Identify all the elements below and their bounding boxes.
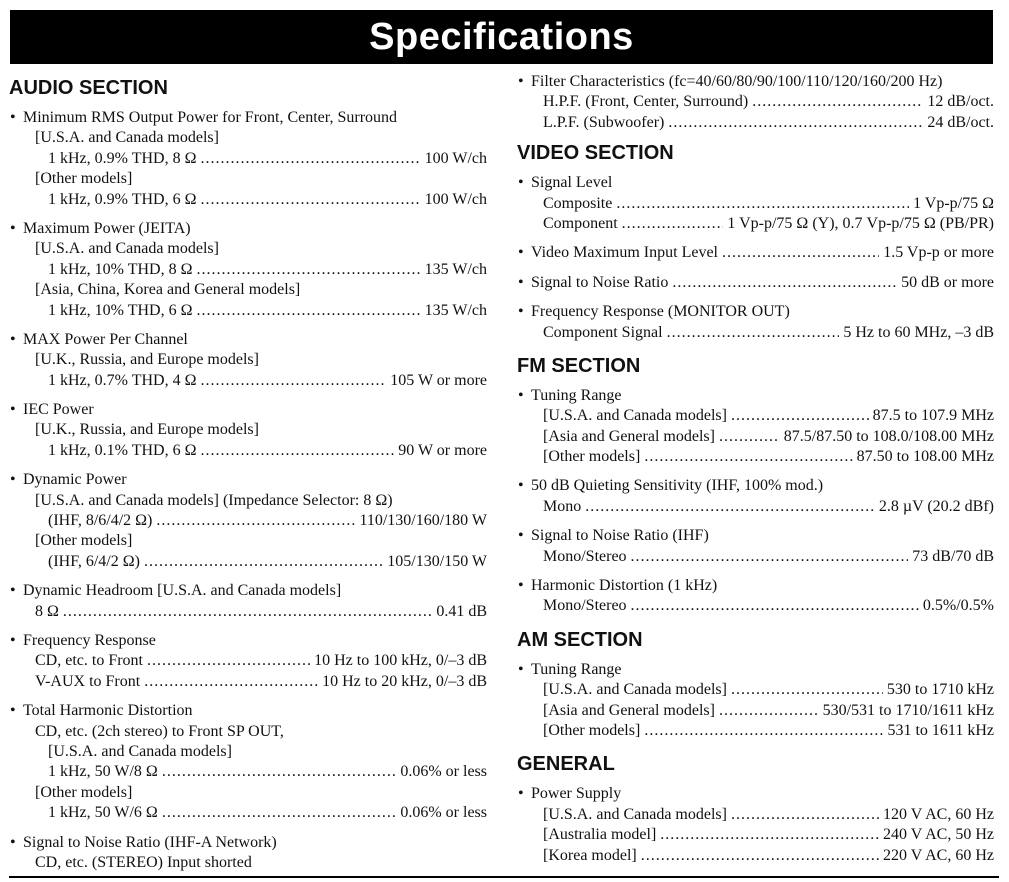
- spec-line: [9, 762, 487, 782]
- spec-value: 530/531 to 1710/1611 kHz: [822, 701, 994, 719]
- spec-value: 1 Vp-p/75 Ω (Y), 0.7 Vp-p/75 Ω (PB/PR): [727, 214, 994, 232]
- spec-label: V-AUX to Front: [35, 672, 141, 690]
- spec-line: [9, 441, 487, 461]
- dot-leader: [731, 680, 883, 700]
- spec-label: • Video Maximum Input Level: [531, 244, 718, 262]
- dot-leader: [616, 194, 909, 214]
- spec-title: [9, 581, 487, 601]
- section-heading-am-section: AM SECTION: [517, 628, 643, 651]
- dot-leader: [162, 803, 397, 823]
- spec-line: [517, 406, 994, 426]
- dot-leader: [196, 301, 420, 321]
- spec-line: [9, 149, 487, 169]
- section-heading-audio-section: AUDIO SECTION: [9, 77, 168, 99]
- spec-line: [9, 260, 487, 280]
- spec-item: [517, 302, 994, 343]
- spec-label: Mono/Stereo: [543, 597, 627, 615]
- spec-label: • Signal to Noise Ratio: [531, 273, 669, 291]
- spec-value: 5 Hz to 60 MHz, –3 dB: [843, 323, 994, 341]
- spec-line: [517, 846, 994, 866]
- spec-line: [517, 825, 994, 845]
- spec-label: [Asia and General models]: [543, 701, 715, 719]
- spec-label: Frequency Response: [23, 631, 156, 649]
- spec-value: 0.06% or less: [400, 763, 487, 781]
- spec-line: [9, 672, 487, 692]
- spec-label: MAX Power Per Channel: [23, 330, 188, 348]
- spec-label: [U.S.A. and Canada models] (Impedance Selector: 8 Ω): [35, 491, 393, 509]
- dot-leader: [144, 552, 383, 572]
- spec-title: [517, 72, 994, 92]
- spec-label: 1 kHz, 0.9% THD, 8 Ω: [48, 149, 197, 167]
- spec-title: [517, 173, 994, 193]
- spec-label: Maximum Power (JEITA): [23, 219, 191, 237]
- spec-label: [Asia, China, Korea and General models]: [35, 281, 301, 299]
- dot-leader: [722, 243, 879, 263]
- spec-value: 100 W/ch: [424, 190, 487, 208]
- spec-label: [Australia model]: [543, 826, 657, 844]
- spec-title: [517, 273, 994, 293]
- spec-label: 1 kHz, 50 W/6 Ω: [48, 804, 158, 822]
- spec-value: 110/130/160/180 W: [359, 512, 487, 530]
- spec-label: [Other models]: [35, 783, 133, 801]
- spec-label: [U.S.A. and Canada models]: [35, 129, 219, 147]
- spec-label: Tuning Range: [531, 660, 622, 678]
- spec-label: [Korea model]: [543, 846, 637, 864]
- spec-label: Filter Characteristics (fc=40/60/80/90/100/110/120/160/200 Hz): [531, 73, 943, 90]
- spec-label: [U.S.A. and Canada models]: [543, 681, 727, 699]
- spec-label: 1 kHz, 50 W/8 Ω: [48, 763, 158, 781]
- spec-label: Signal to Noise Ratio (IHF-A Network): [23, 833, 277, 851]
- spec-line: [9, 853, 487, 873]
- spec-line: [517, 596, 994, 616]
- dot-leader: [200, 190, 420, 210]
- spec-label: CD, etc. to Front: [35, 652, 143, 670]
- spec-line: [517, 680, 994, 700]
- spec-label: [Asia and General models]: [543, 427, 715, 445]
- spec-label: Harmonic Distortion (1 kHz): [531, 577, 718, 595]
- dot-leader: [731, 406, 869, 426]
- spec-item: [517, 386, 994, 468]
- spec-title: [517, 302, 994, 322]
- spec-label: Minimum RMS Output Power for Front, Center, Surround: [23, 109, 398, 126]
- spec-line: [9, 531, 487, 551]
- dot-leader: [719, 701, 819, 721]
- spec-title: [9, 470, 487, 490]
- spec-title: [9, 400, 487, 420]
- dot-leader: [200, 149, 420, 169]
- spec-item: [9, 108, 487, 210]
- spec-value: 105/130/150 W: [387, 552, 487, 570]
- spec-item: [517, 526, 994, 567]
- spec-title: [9, 701, 487, 721]
- spec-line: [517, 805, 994, 825]
- spec-item: [517, 476, 994, 517]
- spec-value: 10 Hz to 100 kHz, 0/–3 dB: [314, 652, 487, 670]
- dot-leader: [641, 846, 879, 866]
- spec-item: [517, 273, 994, 293]
- spec-line: [9, 803, 487, 823]
- spec-label: [Other models]: [35, 532, 133, 550]
- spec-title: [517, 660, 994, 680]
- dot-leader: [200, 441, 394, 461]
- spec-value: 100 W/ch: [424, 149, 487, 167]
- spec-line: [9, 239, 487, 259]
- spec-label: 50 dB Quieting Sensitivity (IHF, 100% mod.): [531, 477, 824, 495]
- section-heading-video-section: VIDEO SECTION: [517, 142, 674, 165]
- spec-title: [517, 526, 994, 546]
- spec-value: 10 Hz to 20 kHz, 0/–3 dB: [322, 672, 487, 690]
- dot-leader: [660, 825, 879, 845]
- spec-line: [517, 447, 994, 467]
- spec-value: 50 dB or more: [901, 273, 994, 291]
- spec-value: 240 V AC, 50 Hz: [883, 826, 994, 844]
- spec-item: [517, 72, 994, 133]
- dot-leader: [147, 651, 310, 671]
- spec-value: 87.50 to 108.00 MHz: [856, 448, 994, 466]
- spec-line: [517, 113, 994, 133]
- dot-leader: [585, 497, 875, 517]
- spec-item: [517, 576, 994, 617]
- spec-item: [9, 219, 487, 321]
- dot-leader: [156, 511, 355, 531]
- spec-line: [9, 783, 487, 803]
- spec-label: 1 kHz, 10% THD, 6 Ω: [48, 301, 193, 319]
- spec-value: 0.5%/0.5%: [922, 597, 994, 615]
- spec-label: Component Signal: [543, 323, 663, 341]
- spec-item: [517, 173, 994, 234]
- spec-item: [9, 400, 487, 461]
- spec-value: 73 dB/70 dB: [912, 547, 994, 565]
- spec-line: [9, 371, 487, 391]
- spec-value: 120 V AC, 60 Hz: [883, 805, 994, 823]
- dot-leader: [631, 596, 919, 616]
- spec-label: 8 Ω: [35, 602, 59, 620]
- dot-leader: [668, 113, 923, 133]
- dot-leader: [631, 547, 909, 567]
- spec-item: [517, 243, 994, 263]
- spec-line: [9, 491, 487, 511]
- spec-value: 1 Vp-p/75 Ω: [913, 194, 994, 212]
- dot-leader: [719, 427, 780, 447]
- spec-title: [517, 476, 994, 496]
- spec-item: [9, 470, 487, 572]
- spec-label: [Other models]: [543, 448, 641, 466]
- left-column: [9, 72, 487, 882]
- spec-label: Signal to Noise Ratio (IHF): [531, 527, 709, 545]
- dot-leader: [196, 260, 420, 280]
- spec-line: [517, 323, 994, 343]
- spec-label: Dynamic Headroom [U.S.A. and Canada models]: [23, 582, 342, 600]
- section-heading-general: GENERAL: [517, 753, 615, 776]
- spec-line: [9, 350, 487, 370]
- spec-label: 1 kHz, 0.7% THD, 4 Ω: [48, 371, 197, 389]
- spec-value: 87.5 to 107.9 MHz: [872, 407, 994, 425]
- spec-value: 135 W/ch: [424, 260, 487, 278]
- spec-line: [517, 194, 994, 214]
- spec-value: 0.41 dB: [436, 602, 487, 620]
- dot-leader: [144, 672, 318, 692]
- spec-label: Signal Level: [531, 174, 613, 192]
- spec-label: Power Supply: [531, 785, 622, 803]
- spec-label: (IHF, 8/6/4/2 Ω): [48, 512, 153, 530]
- spec-line: [9, 190, 487, 210]
- spec-line: [9, 602, 487, 622]
- dot-leader: [200, 371, 386, 391]
- spec-title: [517, 576, 994, 596]
- dot-leader: [672, 273, 897, 293]
- spec-label: [Other models]: [543, 721, 641, 739]
- spec-line: [9, 128, 487, 148]
- spec-value: 1.5 Vp-p or more: [883, 244, 994, 262]
- spec-value: 135 W/ch: [424, 301, 487, 319]
- spec-line: [517, 427, 994, 447]
- spec-label: Mono/Stereo: [543, 547, 627, 565]
- spec-line: [517, 721, 994, 741]
- dot-leader: [667, 323, 840, 343]
- dot-leader: [752, 92, 923, 112]
- spec-item: [9, 330, 487, 391]
- spec-label: [U.S.A. and Canada models]: [543, 805, 727, 823]
- spec-label: CD, etc. (2ch stereo) to Front SP OUT,: [35, 722, 284, 740]
- spec-line: [517, 214, 994, 234]
- spec-label: L.P.F. (Subwoofer): [543, 113, 665, 131]
- spec-value: 530 to 1710 kHz: [886, 681, 994, 699]
- spec-item: [517, 660, 994, 742]
- spec-value: 531 to 1611 kHz: [887, 721, 994, 739]
- spec-line: [517, 497, 994, 517]
- spec-line: [9, 511, 487, 531]
- spec-label: Frequency Response (MONITOR OUT): [531, 303, 790, 321]
- spec-label: CD, etc. (STEREO) Input shorted: [35, 853, 252, 871]
- spec-label: [U.S.A. and Canada models]: [48, 742, 232, 760]
- spec-label: Mono: [543, 497, 582, 515]
- page-title: Specifications: [10, 10, 993, 64]
- spec-line: [9, 169, 487, 189]
- spec-line: [9, 552, 487, 572]
- right-column: [517, 72, 994, 875]
- spec-item: [9, 631, 487, 692]
- spec-label: Tuning Range: [531, 386, 622, 404]
- spec-label: [U.K., Russia, and Europe models]: [35, 421, 259, 439]
- spec-title: [9, 833, 487, 853]
- spec-line: [9, 722, 487, 742]
- spec-line: [517, 547, 994, 567]
- spec-item: [9, 701, 487, 823]
- spec-label: [U.K., Russia, and Europe models]: [35, 351, 259, 369]
- dot-leader: [731, 805, 879, 825]
- page-bottom-rule: [9, 876, 999, 878]
- spec-label: [Other models]: [35, 170, 133, 188]
- dot-leader: [162, 762, 397, 782]
- spec-value: 12 dB/oct.: [927, 93, 994, 111]
- spec-line: [9, 280, 487, 300]
- spec-label: [U.S.A. and Canada models]: [543, 407, 727, 425]
- spec-title: [9, 330, 487, 350]
- spec-label: IEC Power: [23, 401, 94, 419]
- dot-leader: [644, 447, 852, 467]
- spec-line: [517, 92, 994, 112]
- spec-label: 1 kHz, 0.1% THD, 6 Ω: [48, 441, 197, 459]
- spec-title: [517, 784, 994, 804]
- spec-title: [9, 631, 487, 651]
- spec-label: Total Harmonic Distortion: [23, 702, 193, 720]
- spec-line: [9, 301, 487, 321]
- dot-leader: [644, 721, 883, 741]
- spec-label: (IHF, 6/4/2 Ω): [48, 552, 140, 570]
- spec-label: Composite: [543, 194, 613, 212]
- spec-item: [517, 784, 994, 866]
- spec-label: Dynamic Power: [23, 471, 127, 489]
- spec-item: [9, 581, 487, 622]
- spec-title: [9, 219, 487, 239]
- section-heading-fm-section: FM SECTION: [517, 354, 641, 377]
- spec-line: [9, 651, 487, 671]
- spec-label: Component: [543, 214, 618, 232]
- spec-label: H.P.F. (Front, Center, Surround): [543, 93, 749, 111]
- spec-label: 1 kHz, 0.9% THD, 6 Ω: [48, 190, 197, 208]
- spec-value: 24 dB/oct.: [927, 113, 994, 131]
- spec-title: [9, 108, 487, 128]
- dot-leader: [63, 602, 432, 622]
- spec-title: [517, 386, 994, 406]
- spec-line: [9, 742, 487, 762]
- dot-leader: [622, 214, 724, 234]
- spec-label: 1 kHz, 10% THD, 8 Ω: [48, 260, 193, 278]
- spec-value: 2.8 µV (20.2 dBf): [878, 497, 994, 515]
- spec-line: [9, 420, 487, 440]
- spec-value: 90 W or more: [398, 441, 487, 459]
- spec-label: [U.S.A. and Canada models]: [35, 240, 219, 258]
- spec-value: 0.06% or less: [400, 804, 487, 822]
- spec-value: 105 W or more: [390, 371, 487, 389]
- spec-value: 220 V AC, 60 Hz: [883, 846, 994, 864]
- spec-item: [9, 833, 487, 874]
- spec-title: [517, 243, 994, 263]
- spec-value: 87.5/87.50 to 108.0/108.00 MHz: [783, 427, 994, 445]
- spec-line: [517, 701, 994, 721]
